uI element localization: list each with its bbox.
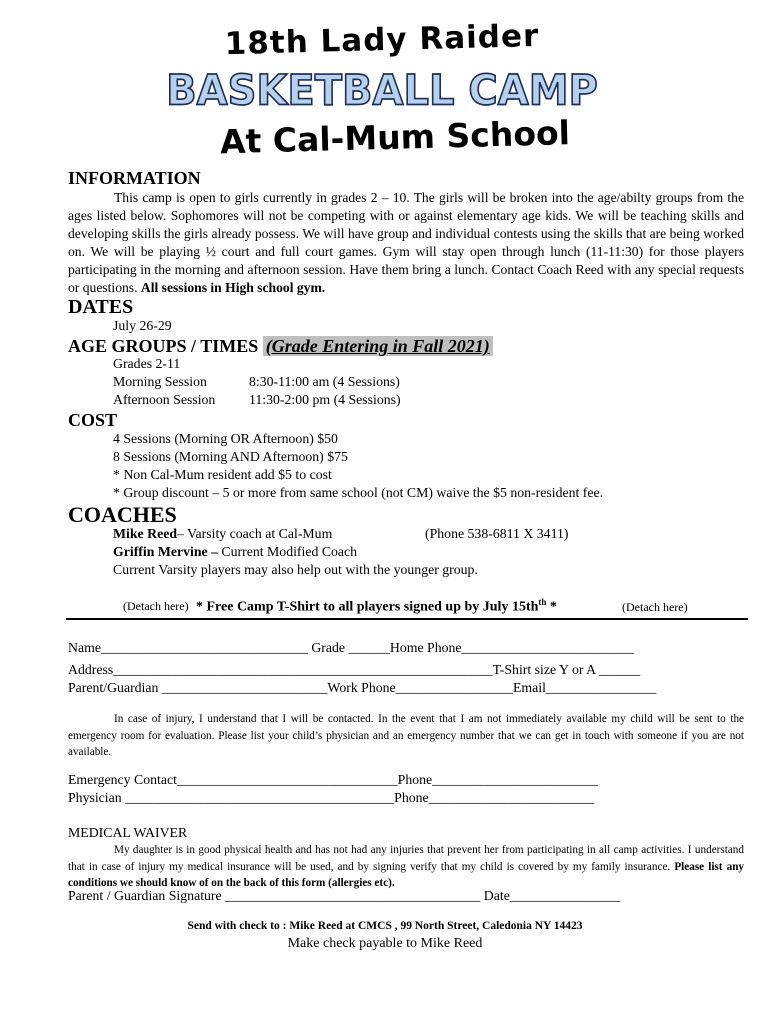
free-tshirt-sup: th <box>538 597 547 607</box>
age-groups-title: AGE GROUPS / TIMES <box>68 336 259 356</box>
coach-1-name: Mike Reed <box>113 526 177 541</box>
coaches-note: Current Varsity players may also help out with the younger group. <box>113 562 478 577</box>
detach-divider <box>66 618 748 620</box>
physician-line[interactable]: Physician _______________________________________Phone________________________ <box>68 790 595 805</box>
free-tshirt-star: * <box>546 599 557 615</box>
coaches-list <box>113 525 568 579</box>
grades-range: Grades 2-11 <box>113 356 181 371</box>
coach-2-role: Current Modified Coach <box>217 544 358 559</box>
medical-waiver-text <box>68 842 744 892</box>
cost-heading: COST <box>68 410 118 430</box>
afternoon-session-label: Afternoon Session <box>113 392 216 407</box>
coach-1-role: – Varsity coach at Cal-Mum <box>177 526 333 541</box>
age-groups-list <box>113 355 401 409</box>
grade-entering-note: (Grade Entering in Fall 2021) <box>263 336 493 356</box>
cost-item: 4 Sessions (Morning OR Afternoon) $50 <box>113 431 338 446</box>
detach-left: (Detach here) <box>123 599 189 613</box>
medical-waiver-heading: MEDICAL WAIVER <box>68 825 188 840</box>
title-line-2: BASKETBALL CAMP <box>166 66 598 116</box>
coach-1-phone: (Phone 538-6811 X 3411) <box>425 526 569 541</box>
cost-item: 8 Sessions (Morning AND Afternoon) $75 <box>113 449 348 464</box>
title-line-1: 18th Lady Raider <box>224 17 540 63</box>
waiver-text: My daughter is in good physical health and has not had any injuries that prevent her from participating in all camp activities. I understand that in case of injury my medical insurance will be used, and by signing verify that my child is covered by my family insurance. <box>68 844 744 873</box>
information-text: This camp is open to girls currently in grades 2 – 10. The girls will be broken into the age/abilty groups from the ages listed below. Sophomores will not be competing with or against elementary age kids. We will be teaching skills and developing skills the girls already possess. We will have group and individual contests using the skills that are being worked on. We will be playing ½ court and full court games. Gym will stay open through lunch (11-11:30) for those players participating in the morning and afternoon session. Have them bring a lunch. Contact Coach Reed with any special requests or questions. <box>68 190 744 295</box>
name-grade-phone-line[interactable]: Name______________________________ Grade ______Home Phone_________________________ <box>68 640 635 655</box>
afternoon-session-time: 11:30-2:00 pm (4 Sessions) <box>249 392 401 407</box>
signature-date-line[interactable]: Parent / Guardian Signature _____________________________________ Date________________ <box>68 888 621 903</box>
address-tshirt-line[interactable]: Address_______________________________________________________T-Shirt size Y or A ______ <box>68 662 641 677</box>
cost-item: * Group discount – 5 or more from same school (not CM) waive the $5 non-resident fee. <box>113 485 604 500</box>
title-line-3: At Cal-Mum School <box>219 113 571 162</box>
injury-consent-text: In case of injury, I understand that I will be contacted. In the event that I am not immediately available my child will be sent to the emergency room for evaluation. Please list your child’s physician and an emergency number that we can get in touch with someone if you are not available. <box>68 713 744 758</box>
detach-right: (Detach here) <box>622 600 688 614</box>
information-body <box>68 189 744 297</box>
parent-workphone-email-line[interactable]: Parent/Guardian ________________________Work Phone_________________Email________________ <box>68 680 657 695</box>
age-groups-heading <box>68 336 493 357</box>
send-with-check: Send with check to : Mike Reed at CMCS , 99 North Street, Caledonia NY 14423 <box>187 920 583 932</box>
make-check-payable: Make check payable to Mike Reed <box>287 936 483 951</box>
morning-session-time: 8:30-11:00 am (4 Sessions) <box>249 374 400 389</box>
coaches-heading: COACHES <box>68 502 177 527</box>
information-heading: INFORMATION <box>68 168 201 188</box>
dates-heading: DATES <box>68 296 134 318</box>
coach-2-name: Griffin Mervine – <box>113 544 218 559</box>
dates-value: July 26-29 <box>113 318 172 333</box>
free-tshirt-note <box>196 597 557 616</box>
cost-list <box>113 430 603 502</box>
emergency-contact-line[interactable]: Emergency Contact________________________________Phone________________________ <box>68 772 598 787</box>
cost-item: * Non Cal-Mum resident add $5 to cost <box>113 467 332 482</box>
free-tshirt-text: * Free Camp T-Shirt to all players signed up by July 15th <box>196 599 539 615</box>
morning-session-label: Morning Session <box>113 374 207 389</box>
information-bold-text: All sessions in High school gym. <box>140 280 326 295</box>
waiver-bold-text: Please list any conditions we should know of on the back of this form (allergies etc). <box>68 860 745 889</box>
